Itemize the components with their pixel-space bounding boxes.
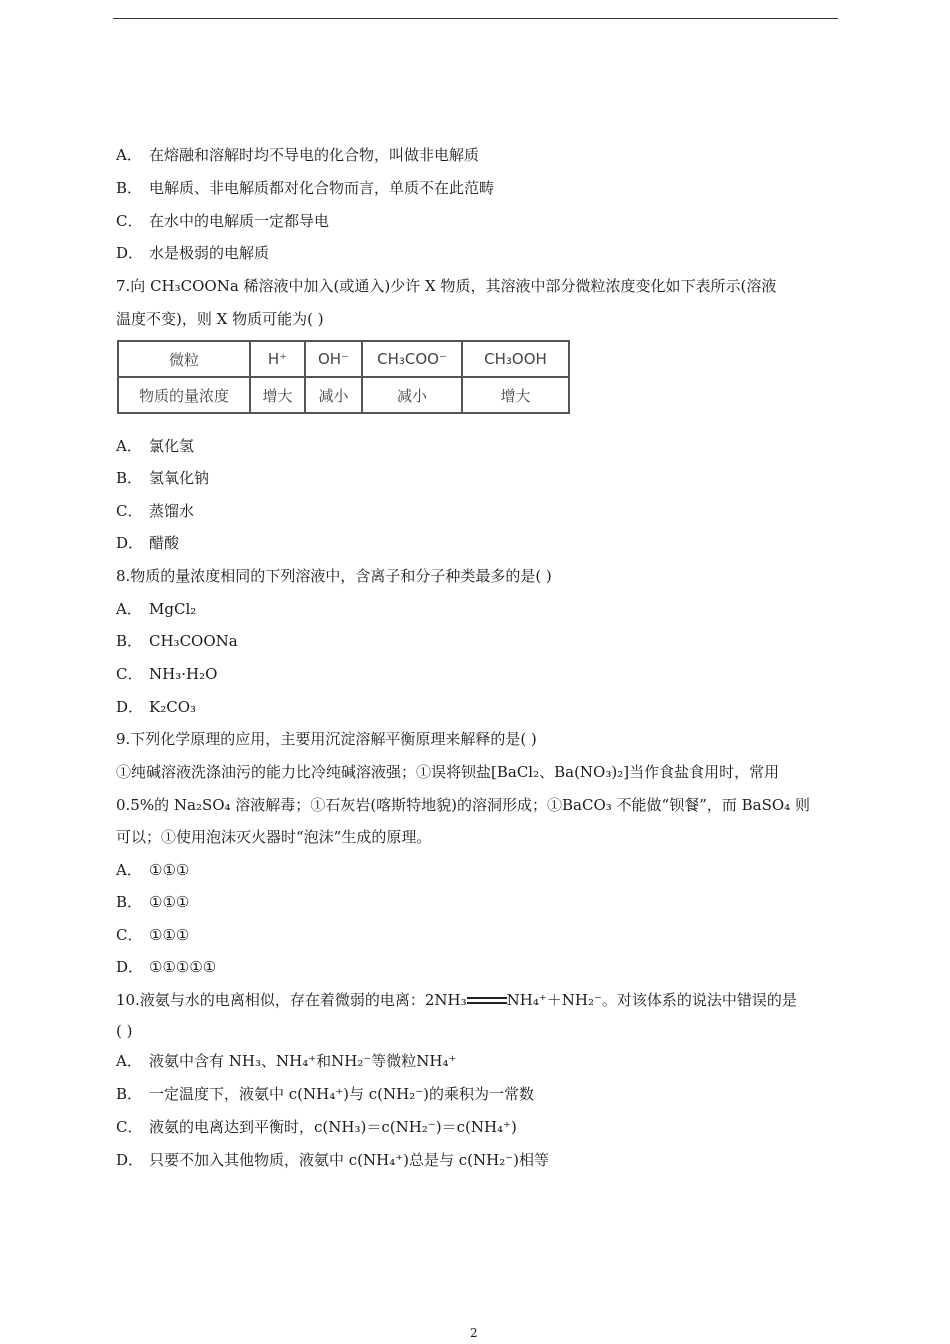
- table-row: [118, 377, 569, 413]
- q8-option-b: B． CH₃COONa: [116, 632, 238, 650]
- q6-option-d: D． 水是极弱的电解质: [116, 244, 270, 262]
- table-cell: 减小: [305, 377, 362, 413]
- q9-option-a: A． ①①①: [116, 861, 190, 879]
- header-rule: [113, 18, 838, 19]
- table-header-row: [118, 341, 569, 377]
- q7-option-b: B． 氢氧化钠: [116, 469, 210, 487]
- q9-option-b: B． ①①①: [116, 893, 190, 911]
- equilibrium-arrow-icon: [467, 996, 507, 1006]
- q9-option-d: D． ①①①①①: [116, 958, 217, 976]
- q9-stem: 9.下列化学原理的应用，主要用沉淀溶解平衡原理来解释的是( ): [116, 730, 537, 748]
- q9-option-c: C． ①①①: [116, 926, 190, 944]
- q7-option-d: D． 醋酸: [116, 534, 180, 552]
- table-cell: CH₃OOH: [462, 341, 569, 377]
- table-cell: CH₃COO⁻: [362, 341, 462, 377]
- page-number: 2: [470, 1326, 478, 1340]
- table-cell: 增大: [462, 377, 569, 413]
- q10-option-a: A． 液氨中含有 NH₃、NH₄⁺和NH₂⁻等微粒NH₄⁺: [116, 1052, 457, 1070]
- q8-option-a: A． MgCl₂: [116, 600, 197, 618]
- q6-option-a: A． 在熔融和溶解时均不导电的化合物，叫做非电解质: [116, 146, 480, 164]
- q7-stem-line2: 温度不变)，则 X 物质可能为( ): [116, 310, 324, 328]
- q7-stem-line1: 7.向 CH₃COONa 稀溶液中加入(或通入)少许 X 物质，其溶液中部分微粒浓度变化如下表所示(溶液: [116, 277, 777, 295]
- q10-stem-line2: ( ): [116, 1022, 133, 1040]
- table-cell: H⁺: [250, 341, 305, 377]
- q10-option-c: C． 液氨的电离达到平衡时，c(NH₃)＝c(NH₂⁻)＝c(NH₄⁺): [116, 1118, 517, 1136]
- table-cell: 减小: [362, 377, 462, 413]
- particle-concentration-table: [117, 340, 570, 414]
- table-cell: 增大: [250, 377, 305, 413]
- q9-statements-line1: ①纯碱溶液洗涤油污的能力比冷纯碱溶液强；①误将钡盐[BaCl₂、Ba(NO₃)₂]当作食盐食用时，常用: [116, 763, 780, 781]
- table-cell: 物质的量浓度: [118, 377, 250, 413]
- q8-stem: 8.物质的量浓度相同的下列溶液中，含离子和分子种类最多的是( ): [116, 567, 552, 585]
- table-cell: 微粒: [118, 341, 250, 377]
- q6-option-c: C． 在水中的电解质一定都导电: [116, 212, 330, 230]
- q8-option-d: D． K₂CO₃: [116, 698, 197, 716]
- table-cell: OH⁻: [305, 341, 362, 377]
- q10-option-b: B． 一定温度下，液氨中 c(NH₄⁺)与 c(NH₂⁻)的乘积为一常数: [116, 1085, 535, 1103]
- q10-option-d: D． 只要不加入其他物质，液氨中 c(NH₄⁺)总是与 c(NH₂⁻)相等: [116, 1151, 550, 1169]
- q8-option-c: C． NH₃·H₂O: [116, 665, 218, 683]
- q9-statements-line3: 可以；①使用泡沫灭火器时“泡沫”生成的原理。: [116, 828, 432, 846]
- q9-statements-line2: 0.5%的 Na₂SO₄ 溶液解毒；①石灰岩(喀斯特地貌)的溶洞形成；①BaCO₃ 不能做“钡餐”，而 BaSO₄ 则: [116, 796, 810, 814]
- q10-stem-line1: 10.液氨与水的电离相似，存在着微弱的电离：2NH₃ NH₄⁺＋NH₂⁻。对该体系的说法中错误的是: [116, 991, 797, 1009]
- q7-option-a: A． 氯化氢: [116, 437, 195, 455]
- q6-option-b: B． 电解质、非电解质都对化合物而言，单质不在此范畴: [116, 179, 495, 197]
- q7-option-c: C． 蒸馏水: [116, 502, 195, 520]
